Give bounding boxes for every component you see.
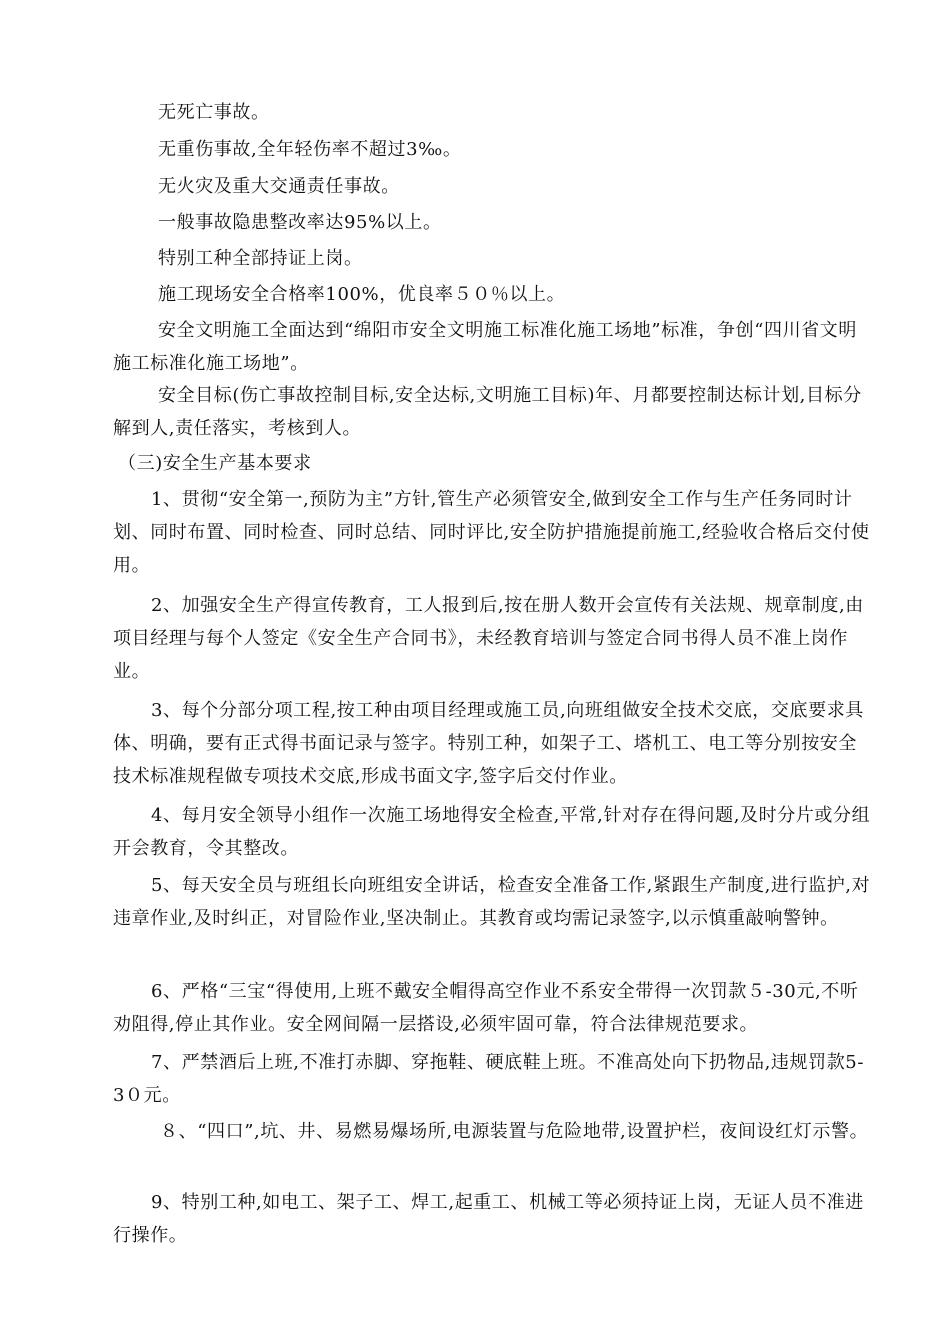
requirement-item: 3、每个分部分项工程,按工种由项目经理或施工员,向班组做安全技术交底，交底要求具体、明确，要有正式得书面记录与签字。特别工种，如架子工、塔机工、电工等分别按安全技术标准规程做专项技术交底,形成书面文字,签字后交付作业。 (113, 700, 864, 787)
goal-item: 一般事故隐患整改率达95%以上。 (158, 212, 442, 233)
requirement-item: 7、严禁酒后上班,不准打赤脚、穿拖鞋、硬底鞋上班。不准高处向下扔物品,违规罚款5-3０元。 (113, 1052, 865, 1106)
requirement-item: 6、严格“三宝“得使用,上班不戴安全帽得高空作业不系安全带得一次罚款５-30元,不听劝阻得,停止其作业。安全网间隔一层搭设,必须牢固可靠，符合法律规范要求。 (113, 981, 859, 1035)
requirement-item: ８、“四口”,坑、井、易燃易爆场所,电源装置与危险地带,设置护栏，夜间设红灯示警。 (160, 1121, 869, 1142)
goal-item: 无火灾及重大交通责任事故。 (158, 176, 400, 197)
safety-target-paragraph: 安全目标(伤亡事故控制目标,安全达标,文明施工目标)年、月都要控制达标计划,目标分解到人,责任落实，考核到人。 (113, 385, 862, 439)
requirement-item: 5、每天安全员与班组长向班组安全讲话，检查安全准备工作,紧跟生产制度,进行监护,对违章作业,及时纠正，对冒险作业,坚决制止。其教育或均需记录签字,以示慎重敲响警钟。 (113, 875, 871, 929)
civilized-construction-paragraph: 安全文明施工全面达到“绵阳市安全文明施工标准化施工场地”标准，争创“四川省文明施工标准化施工场地”。 (113, 320, 858, 374)
goal-item: 特别工种全部持证上岗。 (158, 248, 363, 269)
goal-item: 无死亡事故。 (158, 102, 270, 123)
requirement-item: 2、加强安全生产得宣传教育，工人报到后,按在册人数开会宣传有关法规、规章制度,由项目经理与每个人签定《安全生产合同书》，未经教育培训与签定合同书得人员不准上岗作业。 (113, 595, 864, 682)
requirement-item: 9、特别工种,如电工、架子工、焊工,起重工、机械工等必须持证上岗，无证人员不准进行操作。 (113, 1192, 864, 1246)
goal-item: 施工现场安全合格率100%，优良率５０％以上。 (158, 284, 566, 305)
goal-item: 无重伤事故,全年轻伤率不超过3‰。 (158, 139, 462, 160)
requirement-item: 1、贯彻“安全第一,预防为主”方针,管生产必须管安全,做到安全工作与生产任务同时计划、同时布置、同时检查、同时总结、同时评比,安全防护措施提前施工,经验收合格后交付使用。 (113, 489, 870, 576)
section-heading: （三)安全生产基本要求 (118, 453, 312, 474)
requirement-item: 4、每月安全领导小组作一次施工场地得安全检查,平常,针对存在得问题,及时分片或分组开会教育，令其整改。 (113, 805, 871, 859)
